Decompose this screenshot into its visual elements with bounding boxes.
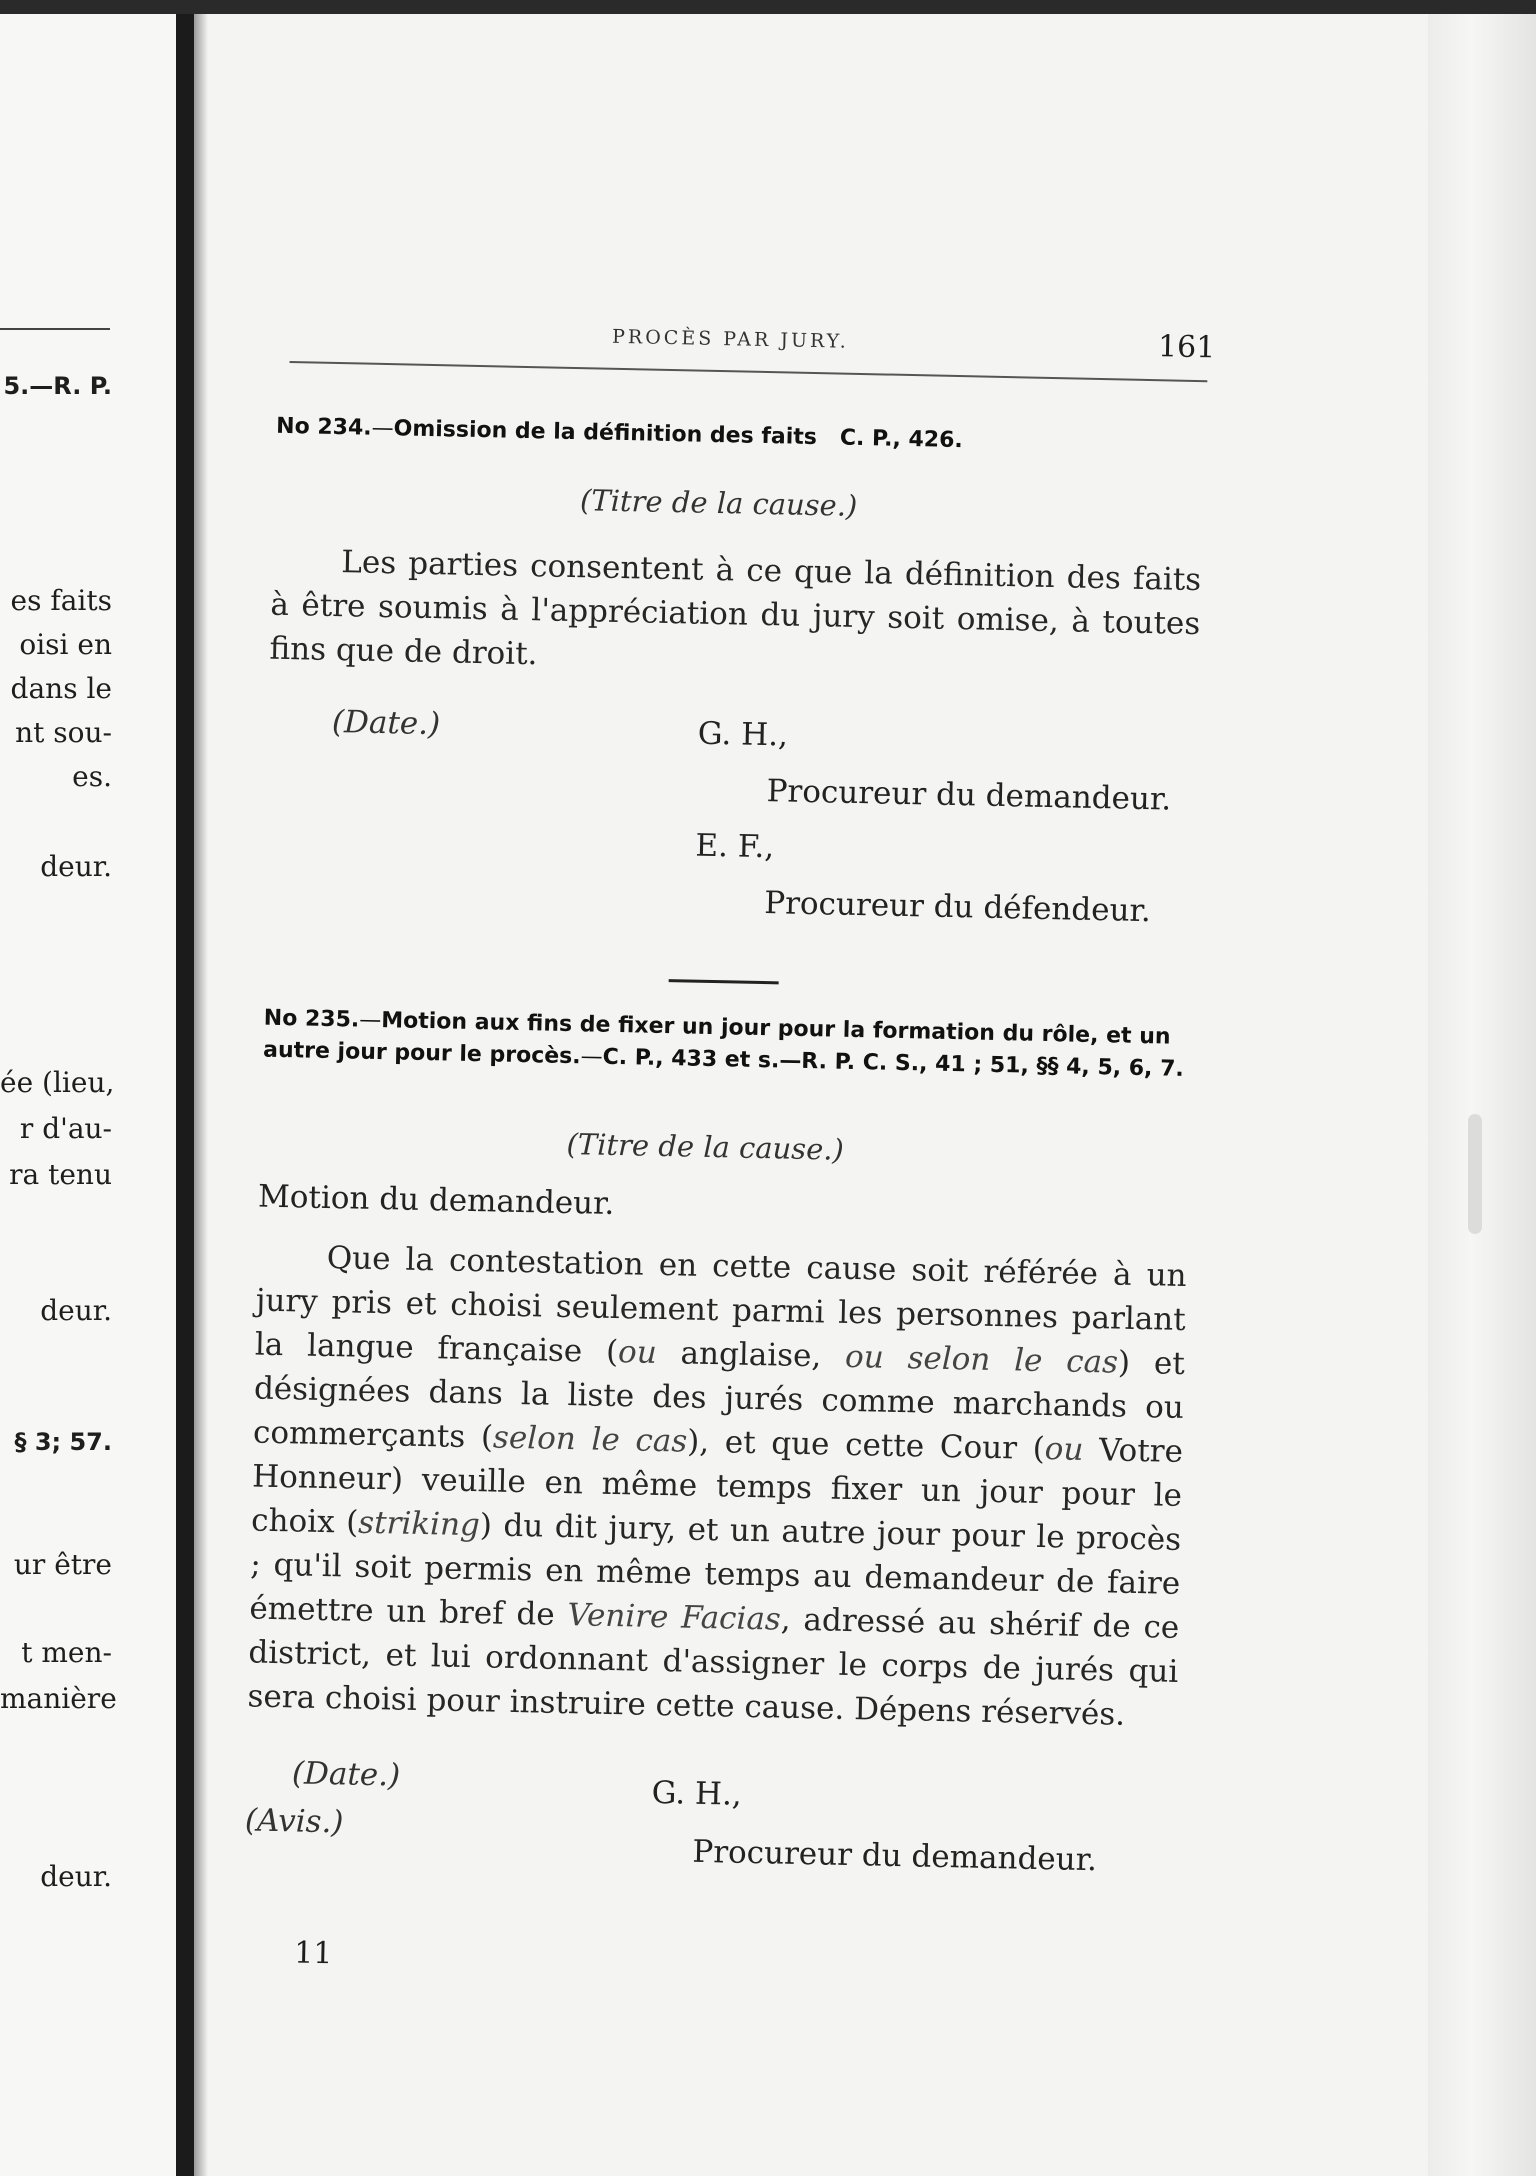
left-page-line: deur. [40,1294,112,1327]
signatory-initials: E. F., [695,827,775,866]
gutter-shadow [194,14,208,2176]
left-page-line: manière [0,1682,117,1715]
form-reference: C. P., 426. [839,425,964,454]
case-title: (Titre de la cause.) [566,1126,845,1167]
left-page-line: deur. [40,850,112,883]
notice-placeholder: (Avis.) [244,1802,344,1841]
page-number: 161 [1157,329,1216,366]
date-placeholder: (Date.) [331,703,441,743]
body-paragraph: Les parties consentent à ce que la définition des faits à être soumis à l'appréciation du jury soit omise, à toutes fins que de droit. [269,544,1202,673]
left-page-line: t men- [21,1636,112,1669]
form-235-heading: No 235.—Motion aux fins de fixer un jour pour la formation du rôle, et un autre jour pour le procès.—C. P., 433 et s.—R. P. C. S., 41 ; 51, §§ 4, 5, 6, 7. [262,1005,1185,1082]
signatory-initials: G. H., [697,715,789,754]
signatory-role: Procureur du défendeur. [763,885,1152,930]
motion-label: Motion du demandeur. [257,1178,615,1222]
signatory-role: Procureur du demandeur. [766,773,1172,818]
top-border [0,0,1536,14]
left-page-line: nt sou- [15,716,112,749]
date-placeholder: (Date.) [291,1755,401,1794]
left-page-line: oisi en [19,628,112,661]
left-page-line: § 3; 57. [14,1428,112,1456]
running-head: PROCÈS PAR JURY. [611,325,850,353]
section-separator [669,979,779,984]
left-page-line: r d'au- [19,1112,112,1145]
left-page-line: 5.—R. P. [3,372,112,400]
book-gutter [176,14,194,2176]
form-reference: C. P., 433 et s.—R. P. C. S., 41 ; 51, §§ 4, 5, 6, 7. [602,1044,1185,1082]
left-page-fragment [0,14,180,2176]
body-paragraph: Que la contestation en cette cause soit référée à un jury pris et choisi seulement parmi les personnes parlant la langue française (ou anglaise, ou selon le cas) et désignées dans la liste des jurés comme marchands ou commerçants (selon le cas), et que cette Cour (ou Votre Honneur) veuille en même temps fixer un jour pour le choix (striking) du dit jury, et un autre jour pour le procès ; qu'il soit permis en même temps au demandeur de faire émettre un bref de Venire Facias, adressé au shérif de ce district, et lui ordonnant d'assigner le corps de jurés qui sera choisi pour instruire cette cause. Dépens réservés. [247,1239,1187,1733]
left-page-line: dans le [10,672,112,705]
form-number: No 234. [275,413,372,441]
right-page [208,14,1428,2176]
form-234-heading: No 234.—Omission de la définition des faits C. P., 426. [275,413,964,454]
form-title: Motion aux fins de fixer un jour pour la formation du rôle, et un autre jour pour le procès. [262,1008,1171,1070]
left-page-line: ée (lieu, [0,1066,115,1099]
left-page-line: ra tenu [9,1158,112,1191]
signature-mark: 11 [293,1935,333,1972]
form-235-body [247,1235,1187,1738]
signatory-role: Procureur du demandeur. [692,1833,1098,1879]
left-page-line: deur. [40,1860,112,1893]
page-header [222,310,1223,371]
page-content [208,14,1428,2176]
page-edge [1428,14,1536,2176]
form-title: Omission de la définition des faits [393,416,818,451]
case-title: (Titre de la cause.) [579,483,858,523]
signatory-initials: G. H., [651,1774,743,1813]
form-number: No 235. [263,1005,360,1033]
left-page-rule [0,328,110,330]
left-page-line: ur être [13,1548,112,1581]
left-page-line: es faits [10,584,112,617]
form-234-body [269,539,1202,690]
left-page-line: es. [72,760,112,793]
